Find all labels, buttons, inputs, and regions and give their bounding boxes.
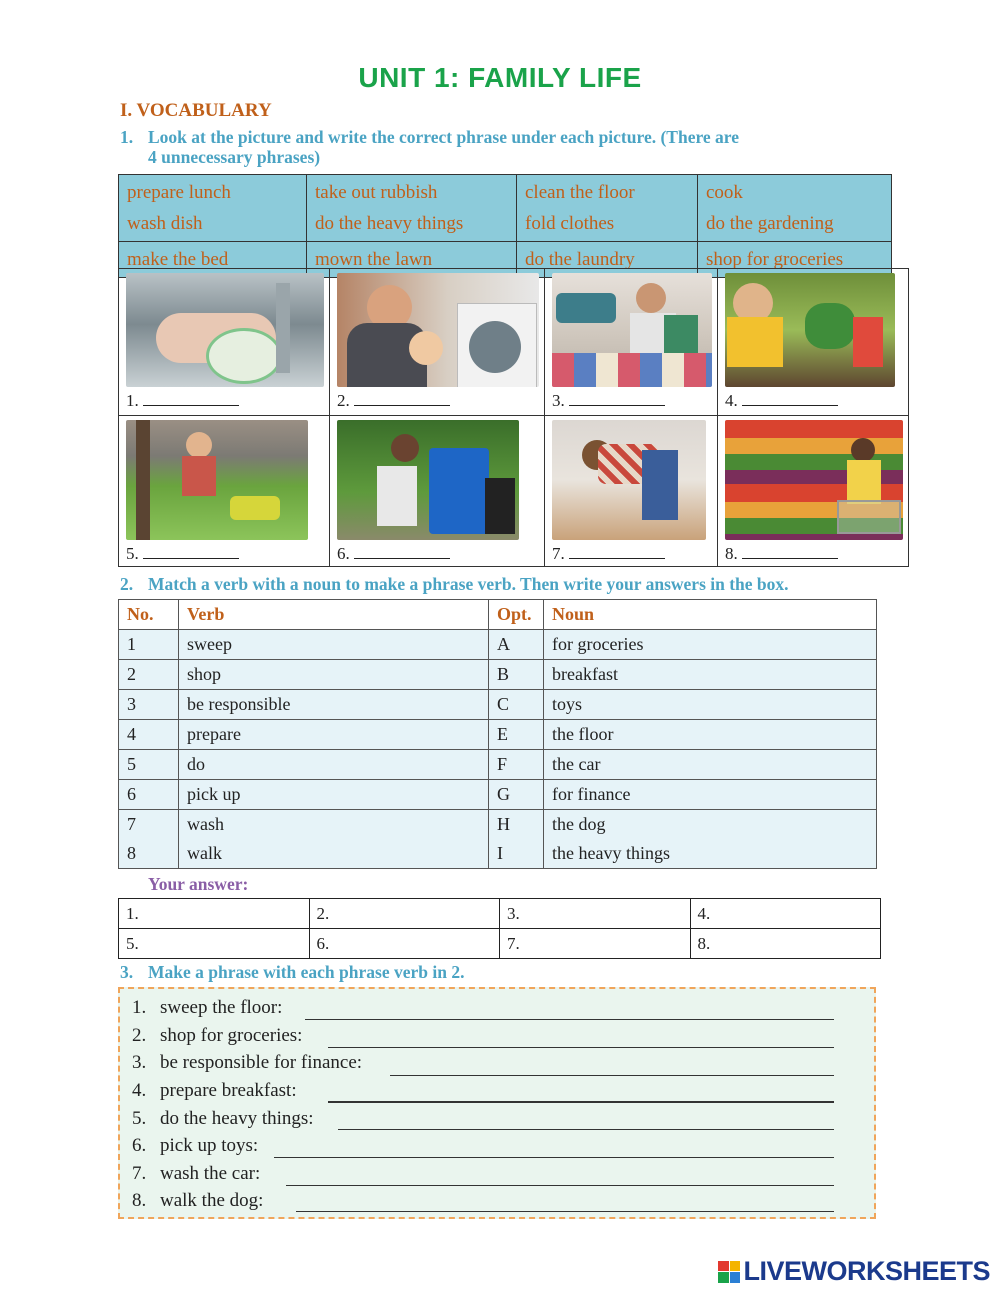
your-answer-label: Your answer:: [148, 874, 249, 894]
picture-cell: 7.: [545, 416, 718, 567]
gardening-photo: [725, 273, 895, 387]
phrase-cell: prepare lunch wash dish: [119, 175, 307, 242]
answer-line[interactable]: [338, 1129, 834, 1130]
match-table: [118, 599, 877, 869]
answer-cell[interactable]: 8.: [690, 929, 881, 959]
answer-blank[interactable]: [143, 544, 239, 559]
answer-blank[interactable]: [354, 391, 450, 406]
folding-clothes-photo: [552, 273, 712, 387]
phrase-cell: make the bed: [119, 242, 307, 278]
phrase-item: 5. do the heavy things:: [132, 1108, 314, 1129]
answer-blank[interactable]: [742, 544, 838, 559]
picture-cell: 4.: [718, 269, 909, 416]
table-row: 6 pick up G for finance: [119, 780, 877, 810]
washing-dishes-photo: [126, 273, 324, 387]
phrase-cell: mown the lawn: [307, 242, 517, 278]
answer-cell[interactable]: 6.: [309, 929, 500, 959]
table-row: 8 walk I the heavy things: [119, 839, 877, 869]
table-row: 2 shop B breakfast: [119, 660, 877, 690]
exercise-2-instruction: 2. Match a verb with a noun to make a phrase verb. Then write your answers in the box.: [120, 574, 789, 594]
answer-line[interactable]: [390, 1075, 834, 1076]
picture-cell: 5.: [119, 416, 330, 567]
phrase-cell: take out rubbish do the heavy things: [307, 175, 517, 242]
phrase-cell: do the laundry: [517, 242, 698, 278]
answer-line[interactable]: [328, 1047, 834, 1048]
col-header-no: No.: [119, 600, 179, 630]
cleaning-floor-photo: [552, 420, 706, 540]
answer-line[interactable]: [305, 1019, 834, 1020]
table-row: 7 wash H the dog: [119, 810, 877, 840]
answer-cell[interactable]: 3.: [500, 899, 691, 929]
answer-line[interactable]: [296, 1211, 834, 1212]
phrase-item: 2. shop for groceries:: [132, 1025, 303, 1046]
answer-blank[interactable]: [569, 544, 665, 559]
rubbish-bin-photo: [337, 420, 519, 540]
answer-blank[interactable]: [569, 391, 665, 406]
picture-cell: 6.: [330, 416, 545, 567]
answer-cell[interactable]: 4.: [690, 899, 881, 929]
table-row: 1 sweep A for groceries: [119, 630, 877, 660]
col-header-noun: Noun: [544, 600, 877, 630]
phrase-item: 4. prepare breakfast:: [132, 1080, 297, 1101]
exercise-3-instruction: 3. Make a phrase with each phrase verb in 2.: [120, 962, 465, 982]
instruction-text: Look at the picture and write the correct phrase under each picture. (There are: [148, 127, 740, 147]
col-header-verb: Verb: [179, 600, 489, 630]
phrase-writing-box: [118, 987, 876, 1219]
answer-line[interactable]: [328, 1101, 834, 1103]
picture-cell: 8.: [718, 416, 909, 567]
exercise-number: 1.: [120, 127, 134, 147]
table-row: 5 do F the car: [119, 750, 877, 780]
answer-table: [118, 898, 881, 959]
col-header-opt: Opt.: [489, 600, 544, 630]
answer-cell[interactable]: 2.: [309, 899, 500, 929]
phrase-item: 7. wash the car:: [132, 1163, 261, 1184]
picture-grid: [118, 268, 909, 567]
answer-blank[interactable]: [354, 544, 450, 559]
phrase-cell: cook do the gardening: [698, 175, 892, 242]
table-row: 3 be responsible C toys: [119, 690, 877, 720]
logo-text: LIVEWORKSHEETS: [743, 1256, 990, 1286]
exercise-1-instruction: [120, 127, 865, 168]
phrase-cell: clean the floor fold clothes: [517, 175, 698, 242]
answer-line[interactable]: [274, 1157, 834, 1158]
phrase-item: 6. pick up toys:: [132, 1135, 259, 1156]
phrase-item: 3. be responsible for finance:: [132, 1052, 363, 1073]
grocery-shopping-photo: [725, 420, 903, 540]
instruction-text: 4 unnecessary phrases): [148, 147, 321, 167]
picture-cell: 3.: [545, 269, 718, 416]
phrase-bank-table: [118, 174, 892, 278]
answer-cell[interactable]: 5.: [119, 929, 310, 959]
page-title: UNIT 1: FAMILY LIFE: [358, 62, 642, 93]
laundry-machine-photo: [337, 273, 539, 387]
section-heading: I. VOCABULARY: [120, 100, 272, 121]
phrase-item: 1. sweep the floor:: [132, 997, 283, 1018]
picture-cell: 2.: [330, 269, 545, 416]
answer-blank[interactable]: [742, 391, 838, 406]
phrase-item: 8. walk the dog:: [132, 1190, 264, 1211]
logo-mark-icon: [718, 1261, 740, 1283]
lawn-mowing-photo: [126, 420, 308, 540]
phrase-cell: shop for groceries: [698, 242, 892, 278]
answer-cell[interactable]: 1.: [119, 899, 310, 929]
answer-cell[interactable]: 7.: [500, 929, 691, 959]
liveworksheets-logo: [718, 1256, 990, 1287]
answer-blank[interactable]: [143, 391, 239, 406]
answer-line[interactable]: [286, 1185, 834, 1186]
table-row: 4 prepare E the floor: [119, 720, 877, 750]
picture-cell: 1.: [119, 269, 330, 416]
